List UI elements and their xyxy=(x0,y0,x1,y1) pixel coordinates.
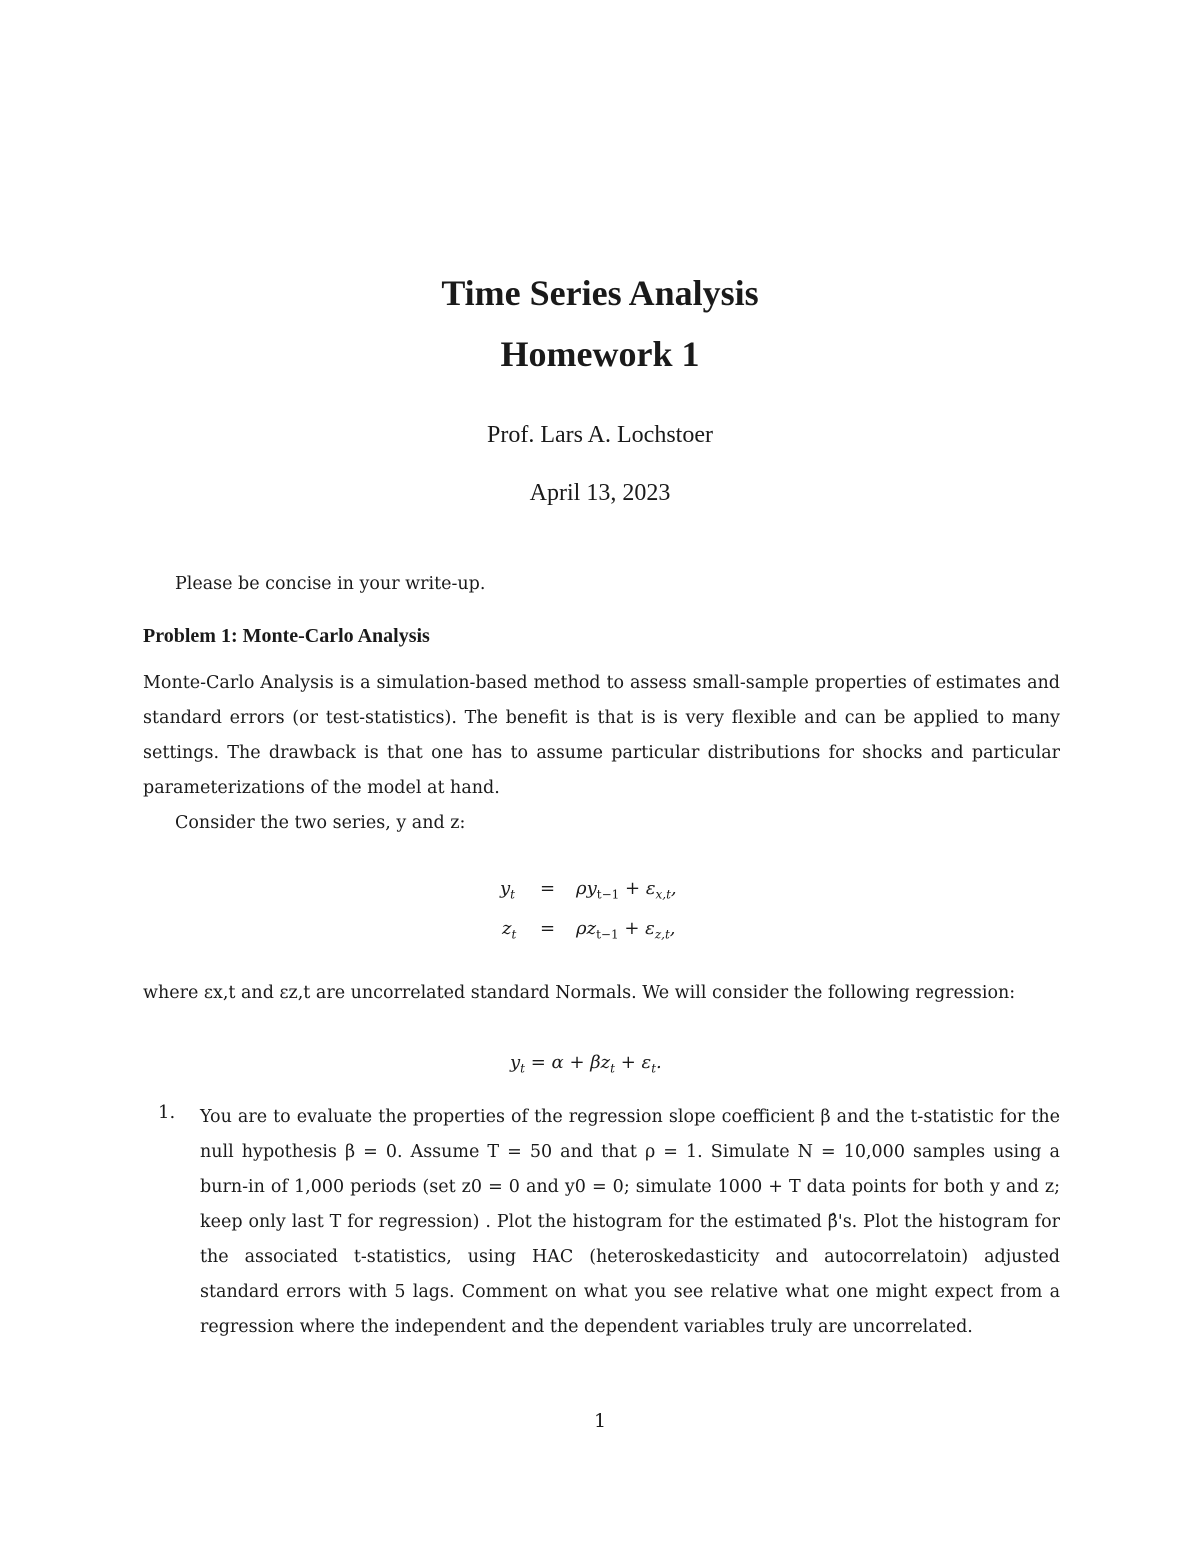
equation-z: $z_t$ = $\rho z_{t-1} + \varepsilon_{z,t}$, xyxy=(502,918,676,942)
item-number: 1. xyxy=(158,1102,176,1123)
document-title: Time Series Analysis xyxy=(441,273,759,313)
page-number: 1 xyxy=(593,1410,607,1432)
regression-equation: $y_t = \alpha + \beta z_t + \varepsilon_t$. xyxy=(510,1052,662,1076)
problem-paragraph-3: where εx,t and εz,t are uncorrelated standard Normals. We will consider the following regression: xyxy=(143,983,1016,1003)
intro-text: Please be concise in your write-up. xyxy=(175,574,486,594)
author: Prof. Lars A. Lochstoer xyxy=(487,422,713,448)
document-subtitle: Homework 1 xyxy=(500,334,700,374)
date: April 13, 2023 xyxy=(529,480,671,506)
item-1-text: You are to evaluate the properties of the regression slope coefficient β and the t-statistic for the null hypothesis β = 0. Assume T = 50 and that ρ = 1. Simulate N = 10,000 samples using a burn-in of 1,000 periods (set z0 = 0 and y0 = 0; simulate 1000 + T data points for both y and z; keep only last T for regression) . Plot the histogram for the estimated β̂'s. Plot the histogram for the associated t-statistics, using HAC (heteroskedasticity and autocorrelatoin) adjusted standard errors with 5 lags. Comment on what you see relative what one might expect from a regression where the independent and the dependent variables truly are uncorrelated. xyxy=(200,1107,1060,1337)
problem-paragraph-1: Monte-Carlo Analysis is a simulation-based method to assess small-sample properties of estimates and standard errors (or test-statistics). The benefit is that is is very flexible and can be applied to many settings. The drawback is that one has to assume particular distributions for shocks and particular parameterizations of the model at hand. xyxy=(143,673,1060,798)
problem-heading: Problem 1: Monte-Carlo Analysis xyxy=(143,625,430,647)
equation-y: $y_t$ = $\rho y_{t-1} + \varepsilon_{x,t}$, xyxy=(500,878,677,902)
problem-paragraph-2: Consider the two series, y and z: xyxy=(175,813,466,833)
